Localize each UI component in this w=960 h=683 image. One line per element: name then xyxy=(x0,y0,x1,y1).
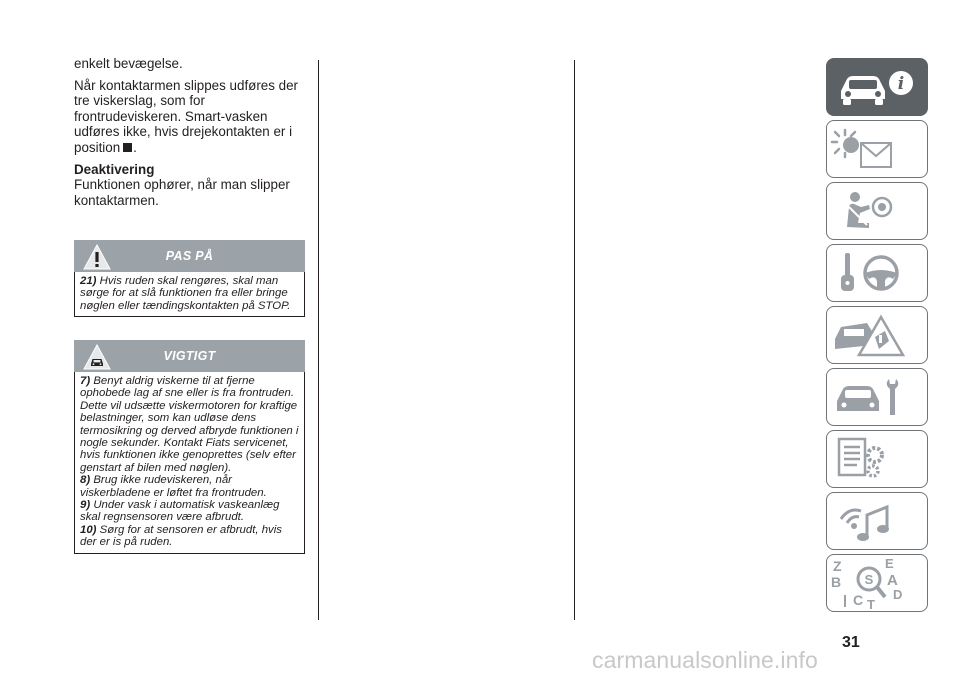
index-letter: E xyxy=(885,556,894,571)
tab-emergency[interactable] xyxy=(826,306,928,364)
seat-airbag-icon xyxy=(827,183,927,239)
important-item-number: 9) xyxy=(80,499,91,512)
paragraph-2-end: . xyxy=(133,139,137,155)
important-item xyxy=(80,499,300,524)
column-divider xyxy=(574,60,575,620)
svg-text:i: i xyxy=(897,74,905,94)
tab-key-steering-wheel[interactable] xyxy=(826,244,928,302)
index-letter: Z xyxy=(833,558,842,574)
tab-seat-airbag[interactable] xyxy=(826,182,928,240)
technical-data-icon xyxy=(827,431,927,487)
index-letter: T xyxy=(867,597,875,611)
warning-box-header xyxy=(74,240,305,272)
warning-item-number: 21) xyxy=(80,275,97,287)
tab-car-info[interactable] xyxy=(826,58,928,116)
important-item-text: Brug ikke rudeviskeren, når viskerbladene er løftet fra frontruden. xyxy=(80,474,267,499)
car-service-icon xyxy=(827,369,927,425)
important-item-number: 8) xyxy=(80,474,91,487)
important-item-text: Benyt aldrig viskerne til at fjerne ophobede lag af sne eller is fra frontruden. Dette vil udsætte viskermotoren for kraftige belastninger, som kan udløse dens termosikring og derved afbryde funktionen i nogle sekunder. Kontakt Fiats servicenet, hvis funktionen ikke genoprettes (selv efter genstart af bilen med nøglen). xyxy=(80,375,299,474)
tab-car-service[interactable] xyxy=(826,368,928,426)
page-number: 31 xyxy=(842,634,860,651)
index-letter: B xyxy=(831,574,842,590)
section-heading: Deaktivering xyxy=(74,161,155,177)
svg-text:S: S xyxy=(864,572,874,587)
tab-lights-message[interactable] xyxy=(826,120,928,178)
important-item xyxy=(80,474,300,499)
important-box-body xyxy=(74,372,305,554)
important-item xyxy=(80,375,300,474)
important-box-header xyxy=(74,340,305,372)
key-steering-wheel-icon xyxy=(827,245,927,301)
left-column xyxy=(74,56,306,214)
emergency-warning-icon xyxy=(827,307,927,363)
position-square-icon xyxy=(123,143,132,152)
warning-item xyxy=(80,275,300,312)
paragraph-1: enkelt bevægelse. xyxy=(74,56,183,71)
alphabetical-index-icon xyxy=(827,555,927,611)
column-divider xyxy=(318,60,319,620)
multimedia-icon xyxy=(827,493,927,549)
warning-box-title: PAS PÅ xyxy=(165,249,214,263)
index-letter: A xyxy=(887,572,898,589)
warning-item-text: Hvis ruden skal rengøres, skal man sørge for at slå funktionen fra eller bringe nøglen eller tændingskontakten på STOP. xyxy=(80,275,291,312)
important-item xyxy=(80,524,300,549)
paragraph-2 xyxy=(74,78,306,156)
tab-alphabetical-index[interactable] xyxy=(826,554,928,612)
paragraph-3: Funktionen ophører, når man slipper kontaktarmen. xyxy=(74,177,290,208)
index-letter: C xyxy=(853,592,864,608)
watermark: carmanualsonline.info xyxy=(592,647,818,673)
tab-multimedia[interactable] xyxy=(826,492,928,550)
warning-box xyxy=(74,240,305,317)
important-item-number: 10) xyxy=(80,523,97,536)
important-item-number: 7) xyxy=(80,375,91,387)
important-item-text: Under vask i automatisk vaskeanlæg skal regnsensoren være afbrudt. xyxy=(80,499,280,524)
important-box xyxy=(74,340,305,554)
index-letter: D xyxy=(893,587,903,602)
important-item-text: Sørg for at sensoren er afbrudt, hvis der er is på ruden. xyxy=(80,523,282,549)
important-box-title: VIGTIGT xyxy=(163,349,216,363)
car-info-icon xyxy=(827,59,927,115)
warning-box-body xyxy=(74,272,305,317)
lights-message-icon xyxy=(827,121,927,177)
paragraph-2-text: Når kontaktarmen slippes udføres der tre viskerslag, som for frontrudeviskeren. Smart-vasken udføres ikke, hvis drejekontakten er i position xyxy=(74,77,299,155)
tab-technical-data[interactable] xyxy=(826,430,928,488)
